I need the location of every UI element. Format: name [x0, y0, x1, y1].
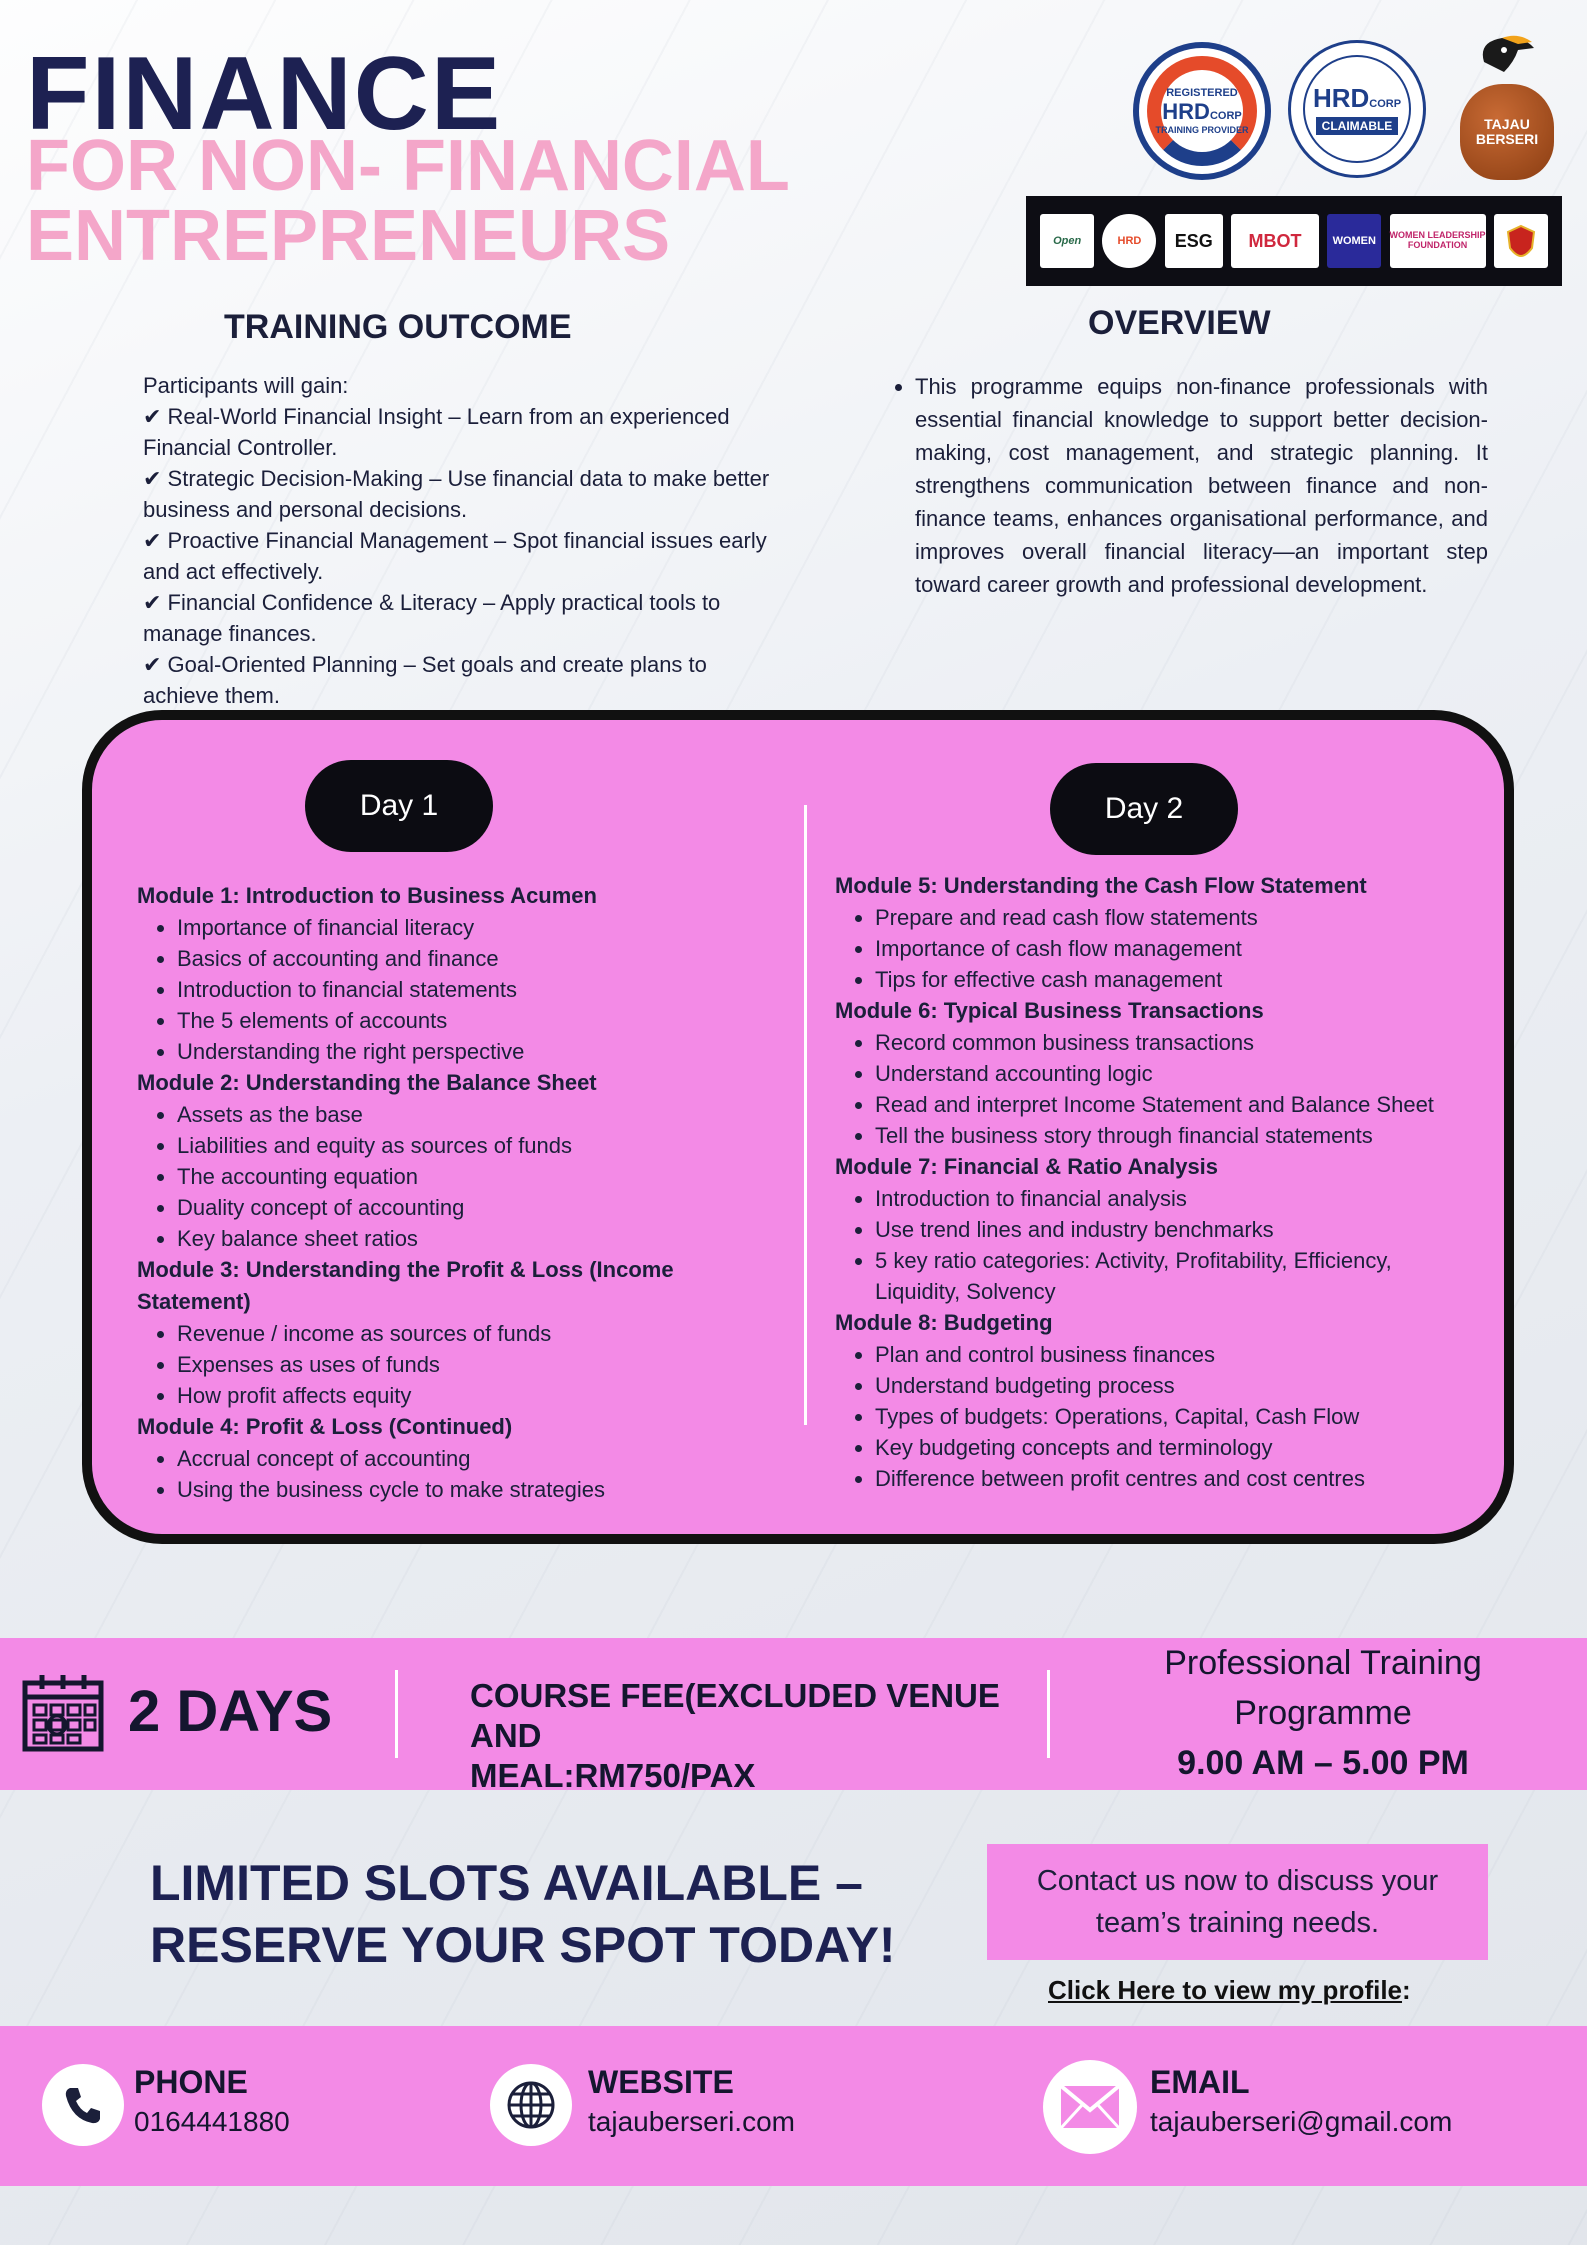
day-divider — [804, 805, 807, 1425]
title-sub — [26, 126, 886, 276]
phone-value[interactable]: 0164441880 — [134, 2106, 290, 2137]
hrd-registered-logo — [1133, 42, 1271, 180]
module-item: • Duality concept of accounting — [177, 1192, 757, 1223]
overview-paragraph: • This programme equips non-finance professionals with essential financial knowledge to support better decision-making, cost management, and strategic planning. It strengthens communication between finance and non-finance teams, enhances organisational performance, and improves overall financial literacy—an important step toward career growth and professional development. — [915, 370, 1488, 601]
outcome-item: ✔ Goal-Oriented Planning – Set goals and create plans to achieve them. — [143, 652, 707, 708]
outcome-item: ✔ Real-World Financial Insight – Learn from an experienced Financial Controller. — [143, 404, 730, 460]
module-title: Module 7: Financial & Ratio Analysis — [835, 1154, 1219, 1179]
outcome-item: ✔ Financial Confidence & Literacy – Apply practical tools to manage finances. — [143, 590, 721, 646]
module-item: • Using the business cycle to make strategies — [177, 1474, 757, 1505]
website-label: WEBSITE — [588, 2064, 734, 2100]
module-item: • How profit affects equity — [177, 1380, 757, 1411]
limited-line2: RESERVE YOUR SPOT TODAY! — [150, 1917, 896, 1973]
partner-logos-strip — [1026, 196, 1562, 286]
module-item: • Key balance sheet ratios — [177, 1223, 757, 1254]
partner-logo-crest — [1494, 214, 1548, 268]
programme-line1: Professional Training — [1164, 1644, 1482, 1682]
programme-line2: Programme — [1234, 1694, 1412, 1732]
partner-logo-wlf: WOMEN LEADERSHIP FOUNDATION — [1390, 214, 1486, 268]
contact-line2: team’s training needs. — [1095, 1907, 1380, 1939]
module-item: • Record common business transactions — [875, 1027, 1475, 1058]
module-title: Module 6: Typical Business Transactions — [835, 998, 1264, 1023]
module-title: Module 1: Introduction to Business Acumen — [137, 883, 597, 908]
overview-heading: OVERVIEW — [1088, 304, 1271, 342]
module-title: Module 2: Understanding the Balance Sheet — [137, 1070, 597, 1095]
course-fee-line1: COURSE FEE(EXCLUDED VENUE AND — [470, 1677, 1000, 1754]
module-item: • The accounting equation — [177, 1161, 757, 1192]
module-item: • Read and interpret Income Statement and Balance Sheet — [875, 1089, 1475, 1120]
day2-modules — [835, 870, 1475, 1494]
envelope-icon — [1043, 2060, 1137, 2154]
hrd-registered-top: REGISTERED — [1166, 87, 1238, 99]
module-item: • Key budgeting concepts and terminology — [875, 1432, 1475, 1463]
module-item: • The 5 elements of accounts — [177, 1005, 757, 1036]
module-item: • Accrual concept of accounting — [177, 1443, 757, 1474]
programme-time — [1100, 1638, 1546, 1788]
outcome-item: ✔ Strategic Decision-Making – Use financial data to make better business and personal decisions. — [143, 466, 770, 522]
title-sub-line2: ENTREPRENEURS — [26, 195, 671, 276]
module-item: • Difference between profit centres and cost centres — [875, 1463, 1475, 1494]
module-item: • Introduction to financial statements — [177, 974, 757, 1005]
module-item: • Use trend lines and industry benchmarks — [875, 1214, 1475, 1245]
crest-icon — [1506, 224, 1536, 258]
title-sub-line1: FOR NON- FINANCIAL — [26, 126, 790, 206]
limited-line1: LIMITED SLOTS AVAILABLE – — [150, 1855, 863, 1911]
course-info-band — [0, 1638, 1587, 1794]
module-item: • Basics of accounting and finance — [177, 943, 757, 974]
contact-footer — [0, 2026, 1587, 2186]
profile-suffix: : — [1402, 1975, 1411, 2005]
module-item: • Introduction to financial analysis — [875, 1183, 1475, 1214]
hrd-registered-bottom: TRAINING PROVIDER — [1155, 125, 1249, 135]
contact-box — [987, 1844, 1488, 1960]
module-item: • Importance of financial literacy — [177, 912, 757, 943]
partner-logo-esg: ESG — [1165, 214, 1223, 268]
phone-icon — [42, 2064, 124, 2146]
module-item: • Plan and control business finances — [875, 1339, 1475, 1370]
module-item: • Understanding the right perspective — [177, 1036, 757, 1067]
training-outcome-text — [143, 370, 783, 711]
email-value[interactable]: tajauberseri@gmail.com — [1150, 2106, 1453, 2137]
module-item: • Understand accounting logic — [875, 1058, 1475, 1089]
schedule-box — [82, 710, 1514, 1544]
module-item: • 5 key ratio categories: Activity, Profitability, Efficiency, Liquidity, Solvency — [875, 1245, 1475, 1307]
module-item: • Liabilities and equity as sources of funds — [177, 1130, 757, 1161]
profile-link-row — [1048, 1975, 1411, 2006]
globe-icon — [490, 2064, 572, 2146]
day1-pill: Day 1 — [305, 760, 493, 852]
partner-logo-mbot: MBOT — [1231, 214, 1319, 268]
profile-link[interactable]: Click Here to view my profile — [1048, 1975, 1403, 2005]
overview-text — [895, 370, 1488, 601]
hrd-claimable-band: CLAIMABLE — [1316, 117, 1399, 135]
outcome-intro: Participants will gain: — [143, 373, 349, 398]
programme-time-text: 9.00 AM – 5.00 PM — [1177, 1744, 1469, 1782]
tajau-pot: TAJAU BERSERI — [1460, 84, 1554, 180]
partner-logo-women: WOMEN — [1327, 214, 1381, 268]
email-label: EMAIL — [1150, 2064, 1250, 2100]
phone-label: PHONE — [134, 2064, 248, 2100]
module-title: Module 8: Budgeting — [835, 1310, 1053, 1335]
course-fee-text — [470, 1676, 1050, 1796]
outcome-item: ✔ Proactive Financial Management – Spot financial issues early and act effectively. — [143, 528, 767, 584]
limited-slots-heading — [150, 1852, 910, 1976]
hornbill-icon — [1474, 32, 1536, 80]
hrd-claimable-logo — [1288, 40, 1426, 178]
hrd-registered-center: HRDCORP — [1162, 99, 1242, 124]
band-separator — [1047, 1670, 1050, 1758]
module-item: • Tell the business story through financial statements — [875, 1120, 1475, 1151]
module-item: • Expenses as uses of funds — [177, 1349, 757, 1380]
title-main: FINANCE — [26, 36, 503, 152]
contact-line1: Contact us now to discuss your — [1036, 1865, 1439, 1897]
training-outcome-heading: TRAINING OUTCOME — [224, 308, 572, 346]
module-title: Module 3: Understanding the Profit & Loss (Income Statement) — [137, 1257, 674, 1314]
module-item: • Understand budgeting process — [875, 1370, 1475, 1401]
course-fee-line2: MEAL:RM750/PAX — [470, 1757, 756, 1794]
module-title: Module 5: Understanding the Cash Flow Statement — [835, 873, 1367, 898]
day1-modules — [137, 880, 757, 1505]
tajau-berseri-logo — [1452, 32, 1562, 182]
module-item: • Types of budgets: Operations, Capital, Cash Flow — [875, 1401, 1475, 1432]
module-item: • Assets as the base — [177, 1099, 757, 1130]
module-title: Module 4: Profit & Loss (Continued) — [137, 1414, 513, 1439]
partner-logo-open: Open — [1040, 214, 1094, 268]
duration-text: 2 DAYS — [128, 1679, 333, 1744]
module-item: • Prepare and read cash flow statements — [875, 902, 1475, 933]
module-item: • Importance of cash flow management — [875, 933, 1475, 964]
website-value[interactable]: tajauberseri.com — [588, 2106, 795, 2137]
day2-pill: Day 2 — [1050, 763, 1238, 855]
partner-logo-hrd: HRD — [1102, 214, 1156, 268]
band-separator — [395, 1670, 398, 1758]
hrd-claimable-center: HRDCORP — [1312, 83, 1402, 113]
calendar-icon — [22, 1673, 104, 1753]
module-item: • Tips for effective cash management — [875, 964, 1475, 995]
module-item: • Revenue / income as sources of funds — [177, 1318, 757, 1349]
